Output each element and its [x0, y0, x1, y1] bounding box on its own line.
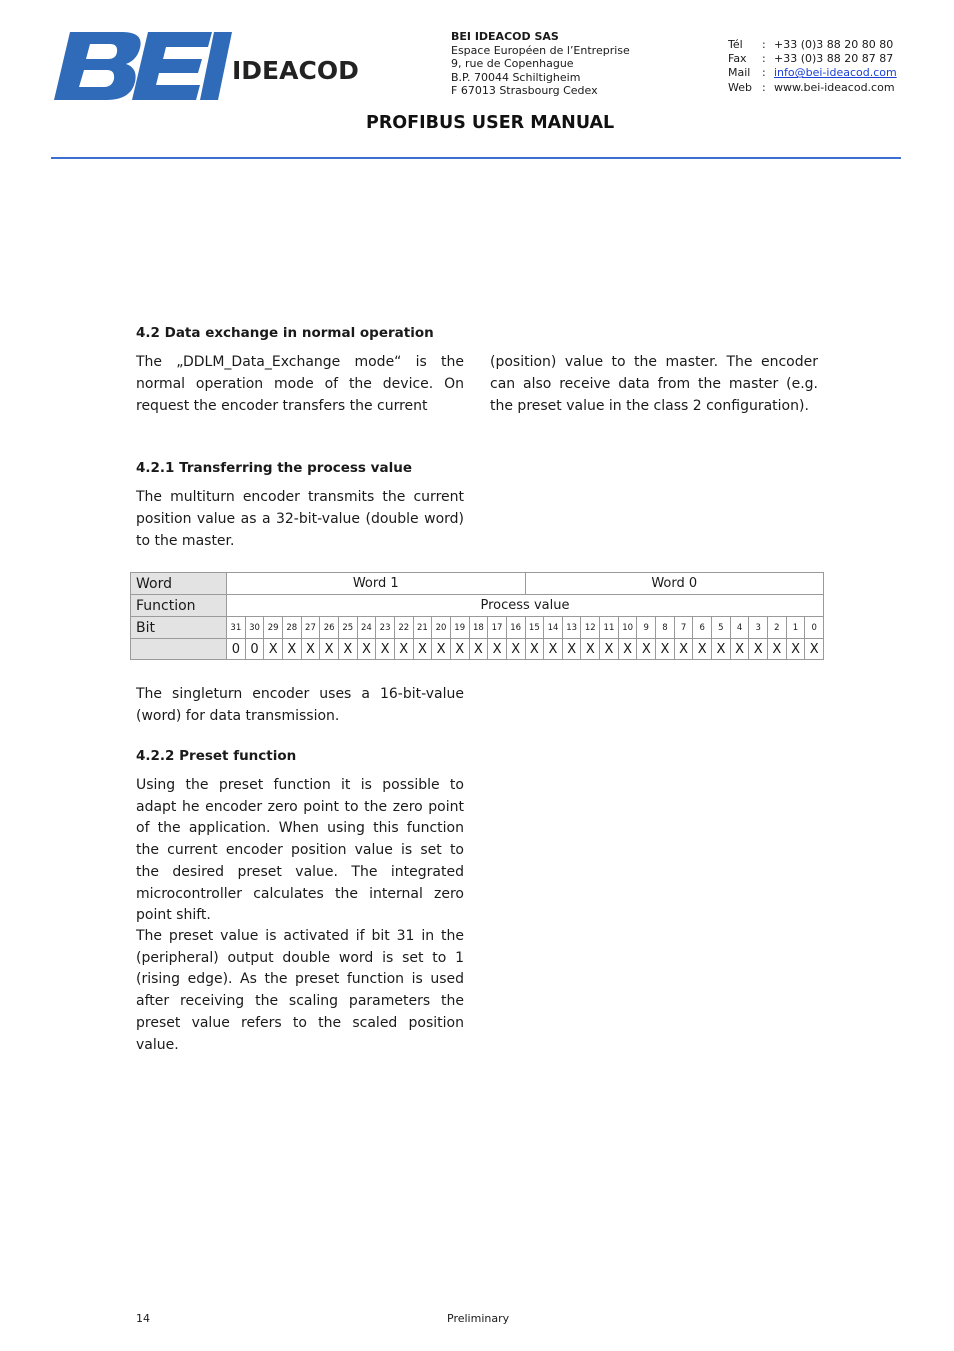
word1-cell: Word 1	[227, 573, 526, 595]
bit-number-cell: 23	[376, 617, 395, 639]
table-row-values	[131, 639, 824, 660]
bit-number-cell: 25	[338, 617, 357, 639]
bit-number-cell: 24	[357, 617, 376, 639]
bit-number-cell: 12	[581, 617, 600, 639]
bit-value-cell: X	[581, 639, 600, 660]
address-line: Espace Européen de l’Entreprise	[451, 43, 630, 57]
bit-value-cell: X	[282, 639, 301, 660]
logo-subtext: IDEACOD	[232, 56, 359, 85]
bei-ideacod-logo	[52, 28, 372, 106]
bit-number-cell: 18	[469, 617, 488, 639]
contact-block	[728, 38, 897, 95]
section-heading: 4.2.1 Transferring the process value	[136, 460, 412, 476]
bit-number-cell: 31	[227, 617, 246, 639]
bit-value-cell: X	[656, 639, 675, 660]
bit-value-cell: X	[730, 639, 749, 660]
bit-number-cell: 28	[282, 617, 301, 639]
website-text: www.bei-ideacod.com	[774, 80, 895, 94]
bit-number-cell: 14	[544, 617, 563, 639]
table-row-word	[131, 573, 824, 595]
bit-number-cell: 2	[768, 617, 787, 639]
bit-value-cell: X	[525, 639, 544, 660]
bit-number-cell: 15	[525, 617, 544, 639]
bit-number-cell: 13	[562, 617, 581, 639]
contact-label: Web	[728, 80, 752, 94]
section-heading: 4.2.2 Preset function	[136, 748, 297, 764]
bit-number-cell: 9	[637, 617, 656, 639]
bit-number-cell: 10	[618, 617, 637, 639]
process-value-bit-table	[130, 572, 824, 660]
email-link[interactable]: info@bei-ideacod.com	[774, 66, 897, 80]
paragraph: The multiturn encoder transmits the current position value as a 32-bit-value (double word) to the master.	[136, 489, 464, 549]
phone-number: +33 (0)3 88 20 80 80	[774, 38, 894, 51]
address-line: B.P. 70044 Schiltigheim	[451, 70, 581, 84]
row-label: Bit	[131, 617, 227, 639]
bit-value-cell: 0	[227, 639, 246, 660]
bit-number-cell: 27	[301, 617, 320, 639]
paragraph: The singleturn encoder uses a 16-bit-value (word) for data transmission.	[136, 686, 464, 724]
bit-number-cell: 1	[786, 617, 805, 639]
bit-number-cell: 20	[432, 617, 451, 639]
fax-number: +33 (0)3 88 20 87 87	[774, 52, 894, 66]
bit-number-cell: 17	[488, 617, 507, 639]
company-address-block	[451, 30, 630, 98]
bit-value-cell: X	[712, 639, 731, 660]
paragraph: The preset value is activated if bit 31 in the (peripheral) output double word is set to 1 (rising edge). As the preset function is used after receiving the scaling parameters the preset value refers to the scaled position value.	[136, 928, 464, 1053]
bit-value-cell: X	[394, 639, 413, 660]
bit-value-cell: X	[432, 639, 451, 660]
bit-value-cell: X	[338, 639, 357, 660]
bit-value-cell: X	[264, 639, 283, 660]
bit-value-cell: X	[544, 639, 563, 660]
address-line: F 67013 Strasbourg Cedex	[451, 84, 598, 98]
address-line: 9, rue de Copenhague	[451, 57, 574, 71]
bit-value-cell: X	[357, 639, 376, 660]
contact-row-tel	[728, 38, 897, 52]
section-heading: 4.2 Data exchange in normal operation	[136, 325, 434, 341]
bit-value-cell: X	[805, 639, 824, 660]
contact-label: Tél	[728, 38, 743, 51]
row-label: Function	[131, 595, 227, 617]
bit-value-cell: X	[320, 639, 339, 660]
row-label: Word	[131, 573, 227, 595]
bit-value-cell: X	[674, 639, 693, 660]
page-number: 14	[136, 1312, 150, 1325]
contact-row-web	[728, 81, 897, 95]
bit-value-cell: 0	[245, 639, 264, 660]
table-row-function	[131, 595, 824, 617]
bit-value-cell: X	[469, 639, 488, 660]
bit-value-cell: X	[600, 639, 619, 660]
function-cell: Process value	[227, 595, 824, 617]
contact-row-fax	[728, 52, 897, 66]
paragraph-left: The „DDLM_Data_Exchange mode“ is the normal operation mode of the device. On request the encoder transfers the current	[136, 354, 464, 414]
header-divider	[51, 157, 901, 159]
bit-number-cell: 3	[749, 617, 768, 639]
bit-value-cell: X	[450, 639, 469, 660]
contact-label: Fax	[728, 52, 747, 66]
bit-number-cell: 19	[450, 617, 469, 639]
bit-value-cell: X	[506, 639, 525, 660]
bit-number-cell: 4	[730, 617, 749, 639]
bit-number-cell: 16	[506, 617, 525, 639]
bit-value-cell: X	[376, 639, 395, 660]
bit-number-cell: 7	[674, 617, 693, 639]
contact-separator: :	[762, 52, 766, 66]
bit-number-cell: 8	[656, 617, 675, 639]
paragraph-right: (position) value to the master. The encoder can also receive data from the master (e.g. the preset value in the class 2 configuration).	[490, 354, 818, 414]
row-label-empty	[131, 639, 227, 660]
bit-value-cell: X	[488, 639, 507, 660]
table-row-bits	[131, 617, 824, 639]
footer-status: Preliminary	[447, 1312, 510, 1325]
word0-cell: Word 0	[525, 573, 824, 595]
contact-separator: :	[762, 66, 766, 80]
contact-separator: :	[762, 38, 766, 51]
bit-value-cell: X	[786, 639, 805, 660]
contact-separator: :	[762, 80, 766, 94]
bit-value-cell: X	[413, 639, 432, 660]
company-name: BEI IDEACOD SAS	[451, 30, 559, 43]
bit-number-cell: 26	[320, 617, 339, 639]
bit-number-cell: 21	[413, 617, 432, 639]
bit-value-cell: X	[693, 639, 712, 660]
bit-number-cell: 5	[712, 617, 731, 639]
bit-number-cell: 0	[805, 617, 824, 639]
bit-value-cell: X	[637, 639, 656, 660]
bit-number-cell: 22	[394, 617, 413, 639]
bit-number-cell: 11	[600, 617, 619, 639]
paragraph: Using the preset function it is possible to adapt he encoder zero point to the zero point of the application. When using this function the current encoder position value is set to the desired preset value. The integrated microcontroller calculates the internal zero point shift.	[136, 777, 464, 924]
bit-number-cell: 29	[264, 617, 283, 639]
bit-value-cell: X	[562, 639, 581, 660]
bit-value-cell: X	[749, 639, 768, 660]
bit-value-cell: X	[768, 639, 787, 660]
bit-value-cell: X	[301, 639, 320, 660]
document-title: PROFIBUS USER MANUAL	[366, 113, 615, 133]
bit-number-cell: 6	[693, 617, 712, 639]
contact-row-mail	[728, 66, 897, 80]
bit-number-cell: 30	[245, 617, 264, 639]
bit-value-cell: X	[618, 639, 637, 660]
contact-label: Mail	[728, 66, 751, 80]
